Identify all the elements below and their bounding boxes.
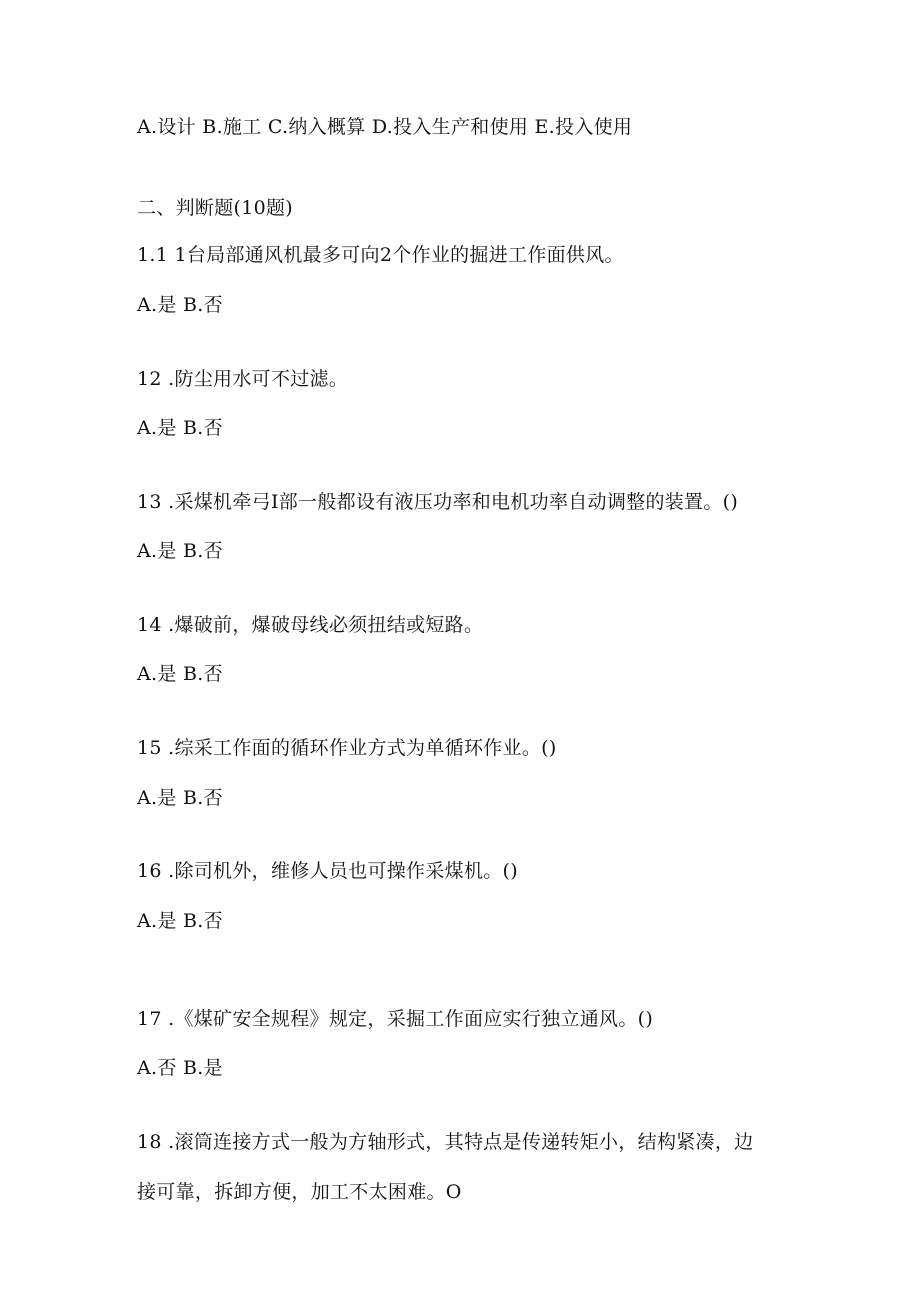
question-18-text-continuation: 接可靠，拆卸方便，加工不太困难。O (137, 1181, 462, 1203)
question-17-options: A.否 B.是 (137, 1057, 223, 1079)
question-11-text: 1.1 1台局部通风机最多可向2个作业的掘进工作面供风。 (137, 244, 624, 266)
question-12-text: 12 .防尘用水可不过滤。 (137, 368, 349, 390)
question-14-text: 14 .爆破前，爆破母线必须扭结或短路。 (137, 614, 484, 636)
question-17-text: 17 .《煤矿安全规程》规定，采掘工作面应实行独立通风。() (137, 1008, 654, 1030)
question-16-options: A.是 B.否 (137, 910, 223, 932)
question-15-options: A.是 B.否 (137, 787, 223, 809)
question-15-text: 15 .综采工作面的循环作业方式为单循环作业。() (137, 737, 557, 759)
section-heading: 二、判断题(10题) (137, 197, 294, 219)
question-13-text: 13 .采煤机牵弓I部一般都设有液压功率和电机功率自动调整的装置。() (137, 491, 739, 513)
prev-question-options: A.设计 B.施工 C.纳入概算 D.投入生产和使用 E.投入使用 (137, 116, 633, 138)
question-18-text: 18 .滚筒连接方式一般为方轴形式，其特点是传递转矩小，结构紧凑，边 (137, 1131, 754, 1153)
question-14-options: A.是 B.否 (137, 663, 223, 685)
question-12-options: A.是 B.否 (137, 417, 223, 439)
question-13-options: A.是 B.否 (137, 540, 223, 562)
question-16-text: 16 .除司机外，维修人员也可操作采煤机。() (137, 860, 518, 882)
question-11-options: A.是 B.否 (137, 294, 223, 316)
